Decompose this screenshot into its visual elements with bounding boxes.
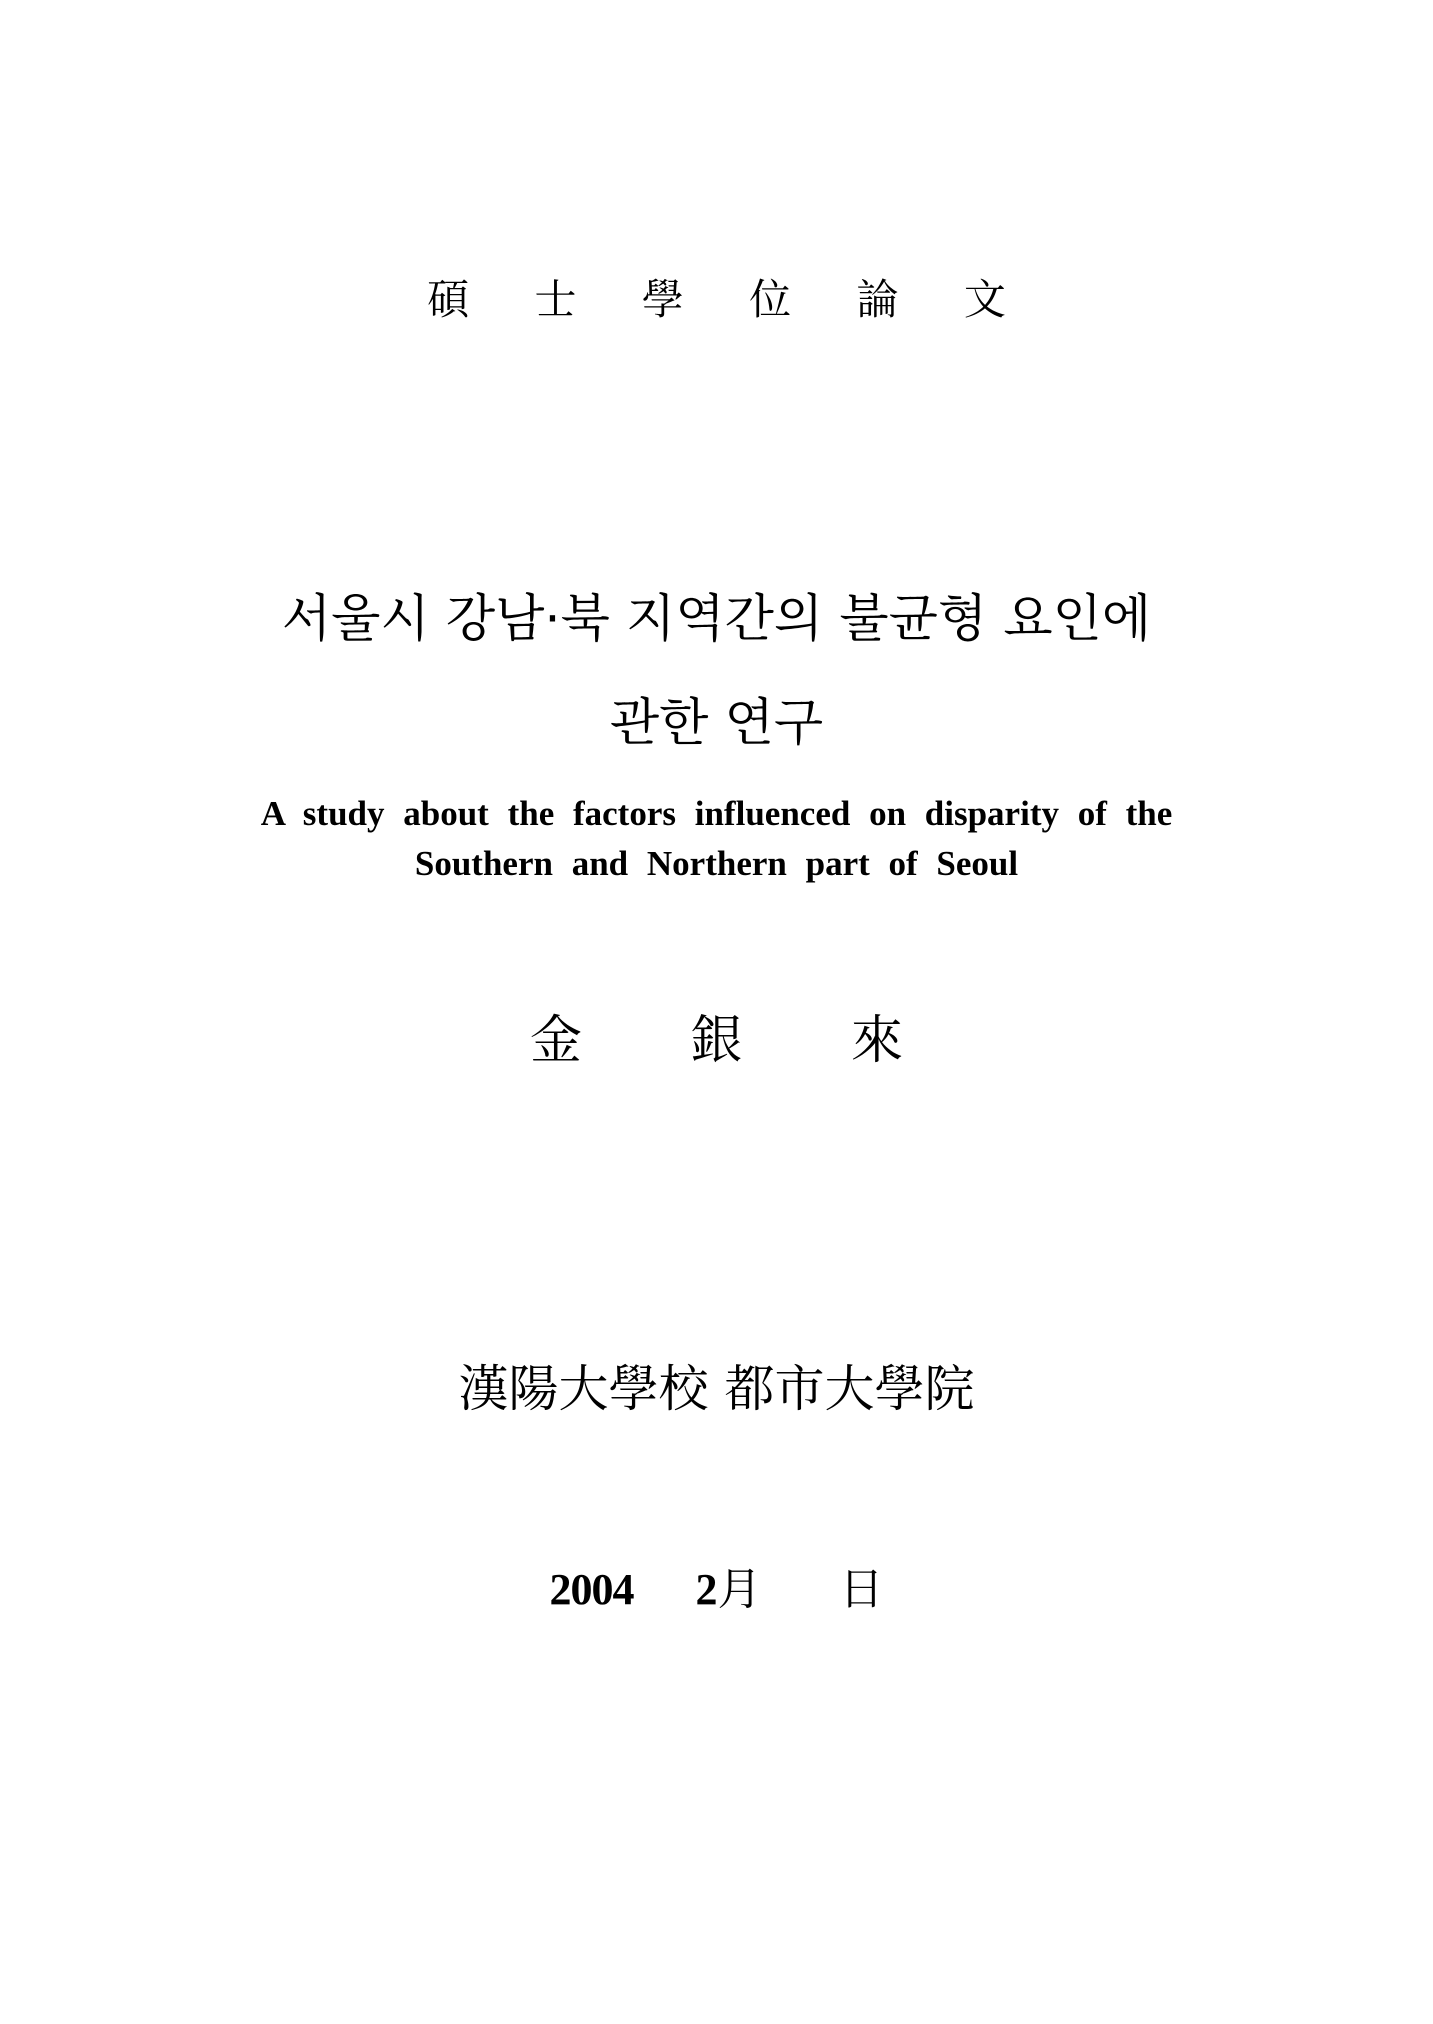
author-name-char-2: 銀 bbox=[690, 1011, 743, 1071]
author-name-char-1: 金 bbox=[529, 1011, 582, 1071]
english-title-line-1: A study about the factors influenced on disparity of the bbox=[260, 794, 1173, 833]
date-month-suffix: 月 bbox=[717, 1564, 762, 1615]
school-name: 漢陽大學校 都市大學院 bbox=[458, 1360, 975, 1418]
korean-title-line-1: 서울시 강남·북 지역간의 불균형 요인에 bbox=[281, 590, 1152, 649]
date-day-label: 日 bbox=[839, 1564, 884, 1615]
korean-title-line-2: 관한 연구 bbox=[609, 694, 824, 753]
degree-label: 碩 士 學 位 論 文 bbox=[427, 275, 1032, 324]
submission-date bbox=[0, 1560, 1433, 1620]
author-name-char-3: 來 bbox=[851, 1011, 904, 1071]
date-year: 2004 bbox=[549, 1565, 634, 1614]
author-name bbox=[0, 1006, 1433, 1076]
english-title-line-2: Southern and Northern part of Seoul bbox=[414, 844, 1019, 883]
date-month-number: 2 bbox=[695, 1565, 718, 1614]
